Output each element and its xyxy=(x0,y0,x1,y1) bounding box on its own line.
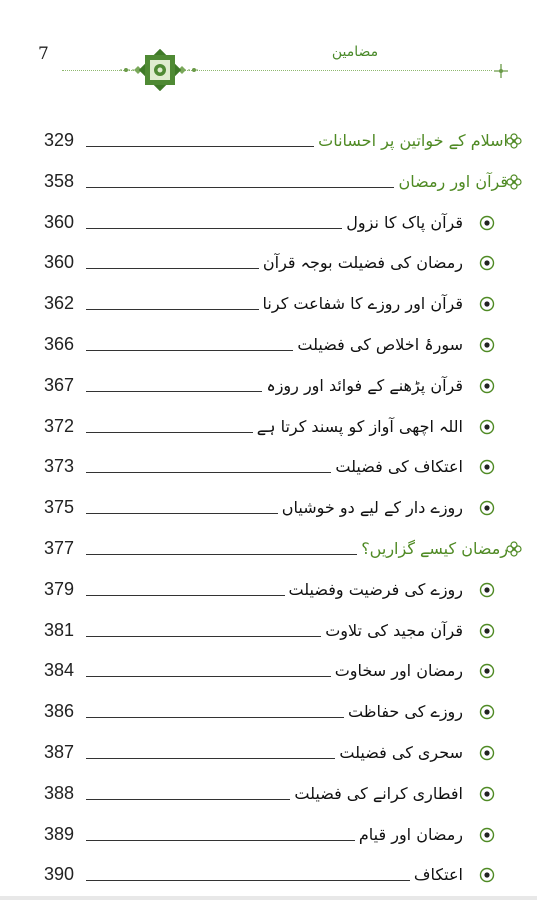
toc-page-number: 381 xyxy=(44,619,75,640)
circle-dot-icon xyxy=(479,704,495,720)
toc-page-number: 360 xyxy=(44,252,75,273)
circle-dot-icon xyxy=(479,296,495,312)
toc-page-number: 373 xyxy=(44,456,75,477)
toc-entry-title: اعتکاف کی فضیلت xyxy=(335,457,463,477)
circle-dot-icon xyxy=(479,827,495,843)
toc-page-number: 362 xyxy=(44,293,75,314)
toc-entry[interactable] xyxy=(0,159,537,199)
circle-dot-icon xyxy=(479,582,495,598)
toc-entry[interactable] xyxy=(0,648,537,688)
toc-entry-title: سحری کی فضیلت xyxy=(339,743,463,762)
toc-leader-line xyxy=(86,758,335,760)
toc-leader-line xyxy=(86,513,278,515)
toc-leader-line xyxy=(86,717,344,719)
toc-section-title: اسلام کے خواتین پر احسانات xyxy=(318,131,508,150)
toc-entry-title: روزے کی حفاظت xyxy=(348,702,463,722)
toc-entry[interactable] xyxy=(0,771,537,811)
header-title: مضامین xyxy=(331,44,379,60)
toc-leader-line xyxy=(86,268,259,270)
toc-page-number: 386 xyxy=(44,701,75,722)
toc-leader-line xyxy=(86,840,355,842)
circle-dot-icon xyxy=(479,500,495,516)
toc-leader-line xyxy=(86,228,342,230)
toc-entry[interactable] xyxy=(0,240,537,280)
toc-page-number: 384 xyxy=(44,660,75,681)
flower-icon xyxy=(506,541,522,557)
toc-entry[interactable] xyxy=(0,200,537,240)
toc-leader-line xyxy=(86,350,293,352)
circle-dot-icon xyxy=(479,337,495,353)
toc-page-number: 375 xyxy=(44,497,75,518)
toc-leader-line xyxy=(86,880,410,882)
toc-page-number: 389 xyxy=(44,823,75,844)
toc-page-number: 360 xyxy=(44,211,75,232)
toc-page-number: 387 xyxy=(44,742,75,762)
toc-leader-line xyxy=(86,676,331,678)
toc-entry[interactable] xyxy=(0,526,537,566)
toc-entry-title: قرآن پڑھنے کے فوائد اور روزہ xyxy=(266,375,463,395)
toc-entry-title: سورۂ اخلاص کی فضیلت xyxy=(297,335,463,354)
toc-entry[interactable] xyxy=(0,485,537,525)
toc-page-number: 366 xyxy=(44,334,75,354)
page-number: 7 xyxy=(38,44,49,64)
toc-entry[interactable] xyxy=(0,852,537,892)
circle-dot-icon xyxy=(479,786,495,802)
toc-page-number: 329 xyxy=(44,130,75,150)
toc-leader-line xyxy=(86,595,285,597)
toc-entry[interactable] xyxy=(0,608,537,648)
page-header xyxy=(0,0,537,110)
toc-entry-title: قرآن مجید کی تلاوت xyxy=(325,620,463,640)
toc-entry[interactable] xyxy=(0,812,537,852)
toc-leader-line xyxy=(86,391,262,393)
toc-page-number: 358 xyxy=(44,170,75,191)
circle-dot-icon xyxy=(479,623,495,639)
toc-page-number: 390 xyxy=(44,864,75,885)
corner-flourish-icon xyxy=(493,63,509,79)
toc-entry-title: قرآن اور روزے کا شفاعت کرنا xyxy=(262,294,463,314)
toc-entry-title: قرآن پاک کا نزول xyxy=(346,212,463,232)
toc-page-number: 367 xyxy=(44,374,75,395)
circle-dot-icon xyxy=(479,745,495,761)
toc-entry[interactable] xyxy=(0,404,537,444)
toc-entry-title: روزے کی فرضیت وفضیلت xyxy=(288,579,463,599)
circle-dot-icon xyxy=(479,663,495,679)
toc-section-title: رمضان کیسے گزاریں؟ xyxy=(361,539,508,558)
page-bottom-edge xyxy=(0,896,537,900)
toc-entry[interactable] xyxy=(0,322,537,362)
toc-page-number: 379 xyxy=(44,578,75,599)
toc-entry-title: افطاری کرانے کی فضیلت xyxy=(294,783,463,803)
flower-icon xyxy=(506,133,522,149)
toc-entry-title: رمضان کی فضیلت بوجہ قرآن xyxy=(262,253,463,273)
toc-leader-line xyxy=(86,636,321,638)
circle-dot-icon xyxy=(479,215,495,231)
toc-entry[interactable] xyxy=(0,730,537,770)
toc-entry-title: رمضان اور قیام xyxy=(358,824,463,844)
toc-leader-line xyxy=(86,309,259,311)
toc-leader-line xyxy=(86,187,394,189)
toc-leader-line xyxy=(86,146,314,148)
circle-dot-icon xyxy=(479,255,495,271)
circle-dot-icon xyxy=(479,419,495,435)
toc-entry[interactable] xyxy=(0,567,537,607)
toc-entry[interactable] xyxy=(0,363,537,403)
toc-entry-title: روزے دار کے لیے دو خوشیاں xyxy=(281,498,463,518)
toc-entry[interactable] xyxy=(0,444,537,484)
toc-leader-line xyxy=(86,472,331,474)
circle-dot-icon xyxy=(479,867,495,883)
toc-section-title: قرآن اور رمضان xyxy=(398,171,508,191)
octagon-ornament-icon xyxy=(120,49,200,91)
toc-leader-line xyxy=(86,799,290,801)
toc-leader-line xyxy=(86,432,253,434)
toc-entry[interactable] xyxy=(0,118,537,158)
toc-entry-title: اللہ اچھی آواز کو پسند کرتا ہے xyxy=(256,416,463,436)
toc-page-number: 377 xyxy=(44,538,75,558)
toc-page-number: 388 xyxy=(44,782,75,803)
flower-icon xyxy=(506,174,522,190)
toc-entry[interactable] xyxy=(0,281,537,321)
toc-leader-line xyxy=(86,554,357,556)
toc-entry-title: رمضان اور سخاوت xyxy=(334,661,463,681)
circle-dot-icon xyxy=(479,378,495,394)
toc-entry-title: اعتکاف xyxy=(413,865,463,885)
toc-page-number: 372 xyxy=(44,415,75,436)
circle-dot-icon xyxy=(479,459,495,475)
toc-entry[interactable] xyxy=(0,689,537,729)
